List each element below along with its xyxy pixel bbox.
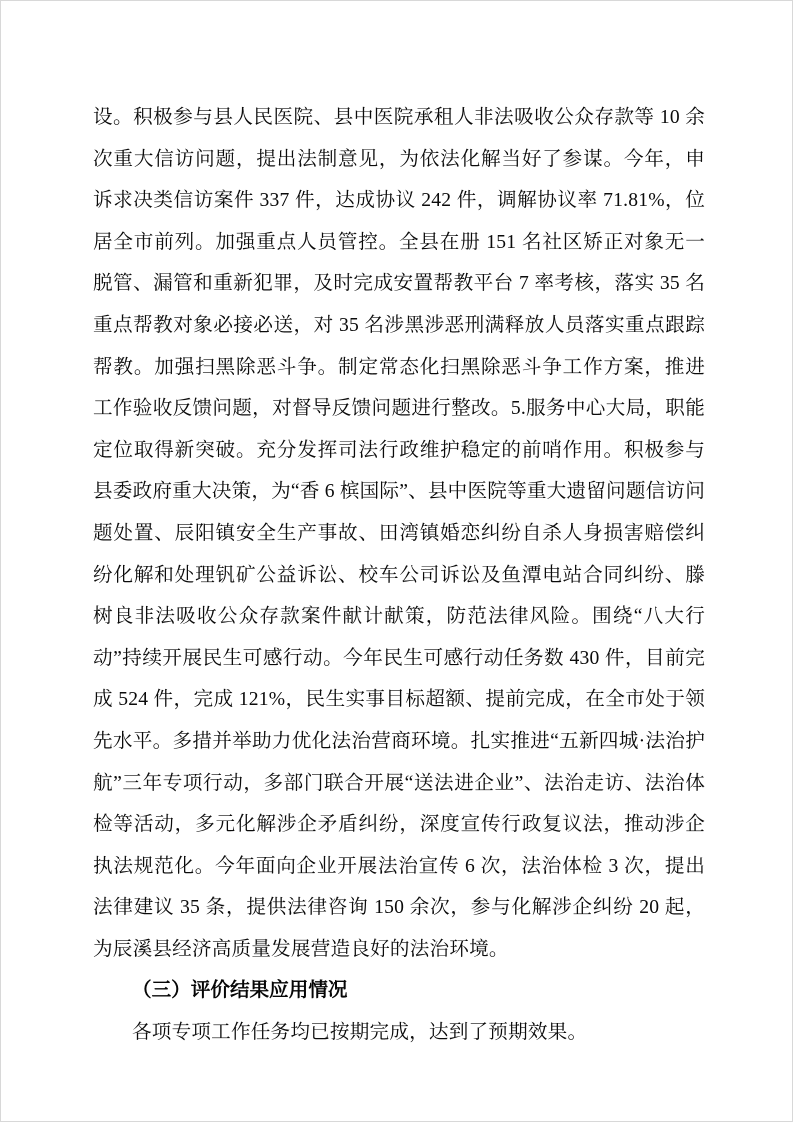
- closing-paragraph: 各项专项工作任务均已按期完成，达到了预期效果。: [132, 1022, 588, 1044]
- section-heading: （三）评价结果应用情况: [132, 979, 348, 1002]
- page-content: [93, 97, 705, 1054]
- body-paragraph: 设。积极参与县人民医院、县中医院承租人非法吸收公众存款等 10 余次重大信访问题，提出法制意见，为依法化解当好了参谋。今年，申诉求决类信访案件 337 件，达成协议 242 件，调解协议率 71.81%，位居全市前列。加强重点人员管控。全县在册 151 名社区矫正对象无一脱管、漏管和重新犯罪，及时完成安置帮教平台 7 率考核，落实 35 名重点帮教对象必接必送，对 35 名涉黑涉恶刑满释放人员落实重点跟踪帮教。加强扫黑除恶斗争。制定常态化扫黑除恶斗争工作方案，推进工作验收反馈问题，对督导反馈问题进行整改。5.服务中心大局，职能定位取得新突破。充分发挥司法行政维护稳定的前哨作用。积极参与县委政府重大决策，为“香 6 槟国际”、县中医院等重大遗留问题信访问题处置、辰阳镇安全生产事故、田湾镇婚恋纠纷自杀人身损害赔偿纠纷化解和处理钒矿公益诉讼、校车公司诉讼及鱼潭电站合同纠纷、滕树良非法吸收公众存款案件献计献策，防范法律风险。围绕“八大行动”持续开展民生可感行动。今年民生可感行动任务数 430 件，目前完成 524 件，完成 121%，民生实事目标超额、提前完成，在全市处于领先水平。多措并举助力优化法治营商环境。扎实推进“五新四城·法治护航”三年专项行动，多部门联合开展“送法进企业”、法治走访、法治体检等活动，多元化解涉企矛盾纠纷，深度宣传行政复议法，推动涉企执法规范化。今年面向企业开展法治宣传 6 次，法治体检 3 次，提出法律建议 35 条，提供法律咨询 150 余次，参与化解涉企纠纷 20 起，为辰溪县经济高质量发展营造良好的法治环境。: [93, 107, 706, 960]
